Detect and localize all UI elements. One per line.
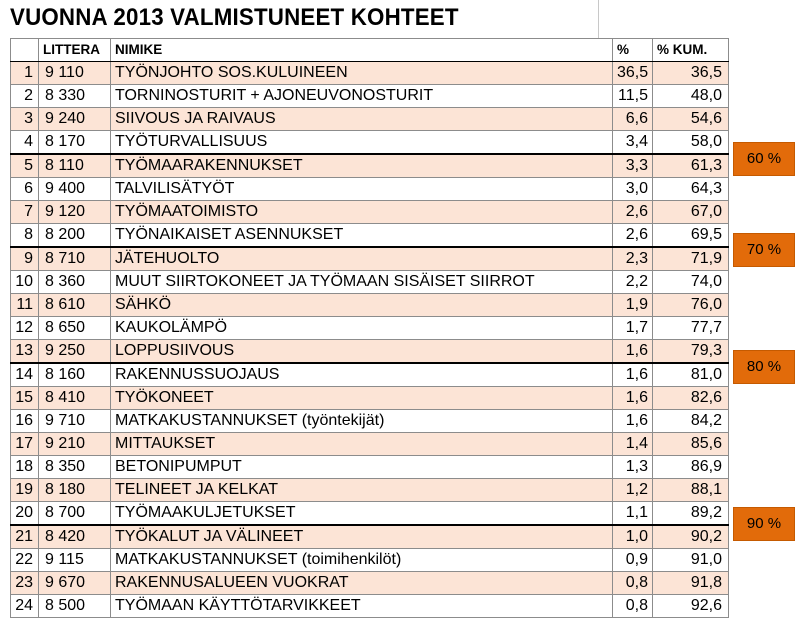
cell-nimike[interactable]: TYÖMAATOIMISTO	[111, 201, 613, 224]
cell-num[interactable]: 19	[11, 479, 39, 502]
cell-kum[interactable]: 48,0	[653, 85, 729, 108]
cell-kum[interactable]: 61,3	[653, 154, 729, 178]
cell-num[interactable]: 7	[11, 201, 39, 224]
cell-nimike[interactable]: RAKENNUSSUOJAUS	[111, 363, 613, 387]
cell-nimike[interactable]: MUUT SIIRTOKONEET JA TYÖMAAN SISÄISET SIIRROT	[111, 271, 613, 294]
cell-num[interactable]: 14	[11, 363, 39, 387]
cell-kum[interactable]: 86,9	[653, 456, 729, 479]
cell-littera[interactable]: 9 115	[39, 549, 111, 572]
cell-littera[interactable]: 8 710	[39, 247, 111, 271]
cell-num[interactable]: 6	[11, 178, 39, 201]
cell-kum[interactable]: 74,0	[653, 271, 729, 294]
cell-num[interactable]: 18	[11, 456, 39, 479]
cell-littera[interactable]: 9 240	[39, 108, 111, 131]
cell-nimike[interactable]: MITTAUKSET	[111, 433, 613, 456]
cell-num[interactable]: 5	[11, 154, 39, 178]
cell-pct[interactable]: 0,8	[613, 572, 653, 595]
table-row	[11, 85, 729, 108]
header-row	[11, 39, 729, 62]
cell-pct[interactable]: 0,9	[613, 549, 653, 572]
table-row	[11, 294, 729, 317]
cell-num[interactable]: 11	[11, 294, 39, 317]
header-num[interactable]	[11, 39, 39, 62]
cell-nimike[interactable]: TELINEET JA KELKAT	[111, 479, 613, 502]
cell-littera[interactable]: 8 200	[39, 224, 111, 248]
cell-num[interactable]: 16	[11, 410, 39, 433]
badge-60: 60 %	[733, 142, 795, 176]
cell-littera[interactable]: 8 420	[39, 525, 111, 549]
table-row	[11, 387, 729, 410]
cell-kum[interactable]: 76,0	[653, 294, 729, 317]
cell-nimike[interactable]: TYÖNJOHTO SOS.KULUINEEN	[111, 62, 613, 85]
cell-pct[interactable]: 3,0	[613, 178, 653, 201]
table-row	[11, 108, 729, 131]
cell-num[interactable]: 22	[11, 549, 39, 572]
cell-pct[interactable]: 36,5	[613, 62, 653, 85]
table-row	[11, 131, 729, 155]
cell-nimike[interactable]: RAKENNUSALUEEN VUOKRAT	[111, 572, 613, 595]
cell-pct[interactable]: 1,3	[613, 456, 653, 479]
cell-pct[interactable]: 2,2	[613, 271, 653, 294]
table-row	[11, 201, 729, 224]
cell-pct[interactable]: 2,3	[613, 247, 653, 271]
table-row	[11, 271, 729, 294]
cell-littera[interactable]: 9 110	[39, 62, 111, 85]
cell-littera[interactable]: 9 120	[39, 201, 111, 224]
badge-90: 90 %	[733, 507, 795, 541]
cell-kum[interactable]: 81,0	[653, 363, 729, 387]
cell-littera[interactable]: 9 710	[39, 410, 111, 433]
cell-nimike[interactable]: JÄTEHUOLTO	[111, 247, 613, 271]
table-row	[11, 572, 729, 595]
cell-kum[interactable]: 82,6	[653, 387, 729, 410]
cell-pct[interactable]: 1,4	[613, 433, 653, 456]
table-row	[11, 178, 729, 201]
table-row	[11, 224, 729, 248]
cell-num[interactable]: 15	[11, 387, 39, 410]
cell-littera[interactable]: 8 650	[39, 317, 111, 340]
cell-num[interactable]: 9	[11, 247, 39, 271]
cell-kum[interactable]: 71,9	[653, 247, 729, 271]
table-row	[11, 317, 729, 340]
cell-kum[interactable]: 88,1	[653, 479, 729, 502]
cell-nimike[interactable]: TYÖMAAN KÄYTTÖTARVIKKEET	[111, 595, 613, 618]
cost-table	[10, 38, 729, 618]
cell-nimike[interactable]: BETONIPUMPUT	[111, 456, 613, 479]
badge-70: 70 %	[733, 233, 795, 267]
cell-littera[interactable]: 8 410	[39, 387, 111, 410]
cell-nimike[interactable]: LOPPUSIIVOUS	[111, 340, 613, 364]
cell-kum[interactable]: 54,6	[653, 108, 729, 131]
cell-littera[interactable]: 8 180	[39, 479, 111, 502]
cell-nimike[interactable]: MATKAKUSTANNUKSET (työntekijät)	[111, 410, 613, 433]
table-row	[11, 456, 729, 479]
cell-kum[interactable]: 67,0	[653, 201, 729, 224]
cell-kum[interactable]: 92,6	[653, 595, 729, 618]
cell-littera[interactable]: 8 350	[39, 456, 111, 479]
cell-nimike[interactable]: TYÖMAAKULJETUKSET	[111, 502, 613, 526]
cell-pct[interactable]: 1,6	[613, 387, 653, 410]
cell-num[interactable]: 2	[11, 85, 39, 108]
table-row	[11, 154, 729, 178]
table-row	[11, 62, 729, 85]
table-row	[11, 247, 729, 271]
table-row	[11, 502, 729, 526]
cell-pct[interactable]: 1,2	[613, 479, 653, 502]
header-pct[interactable]: %	[613, 39, 653, 62]
cell-nimike[interactable]: TYÖKONEET	[111, 387, 613, 410]
cell-littera[interactable]: 8 110	[39, 154, 111, 178]
cell-kum[interactable]: 91,0	[653, 549, 729, 572]
cell-pct[interactable]: 11,5	[613, 85, 653, 108]
table-body	[11, 62, 729, 618]
cell-num[interactable]: 8	[11, 224, 39, 248]
table-row	[11, 410, 729, 433]
cell-littera[interactable]: 8 170	[39, 131, 111, 155]
badge-80: 80 %	[733, 350, 795, 384]
cell-pct[interactable]: 1,1	[613, 502, 653, 526]
cell-littera[interactable]: 8 700	[39, 502, 111, 526]
cell-nimike[interactable]: TYÖTURVALLISUUS	[111, 131, 613, 155]
cell-nimike[interactable]: TYÖNAIKAISET ASENNUKSET	[111, 224, 613, 248]
gridline	[598, 0, 599, 38]
cell-num[interactable]: 20	[11, 502, 39, 526]
cell-nimike[interactable]: TORNINOSTURIT + AJONEUVONOSTURIT	[111, 85, 613, 108]
cell-nimike[interactable]: KAUKOLÄMPÖ	[111, 317, 613, 340]
table-row	[11, 595, 729, 618]
cell-num[interactable]: 12	[11, 317, 39, 340]
cell-num[interactable]: 17	[11, 433, 39, 456]
cell-kum[interactable]: 64,3	[653, 178, 729, 201]
cell-nimike[interactable]: TYÖMAARAKENNUKSET	[111, 154, 613, 178]
cell-kum[interactable]: 79,3	[653, 340, 729, 364]
table-row	[11, 340, 729, 364]
cell-littera[interactable]: 9 210	[39, 433, 111, 456]
cell-littera[interactable]: 8 500	[39, 595, 111, 618]
table-row	[11, 433, 729, 456]
cell-num[interactable]: 10	[11, 271, 39, 294]
cell-num[interactable]: 24	[11, 595, 39, 618]
cell-kum[interactable]: 77,7	[653, 317, 729, 340]
cell-littera[interactable]: 8 160	[39, 363, 111, 387]
cell-nimike[interactable]: SÄHKÖ	[111, 294, 613, 317]
cell-littera[interactable]: 8 610	[39, 294, 111, 317]
cell-nimike[interactable]: MATKAKUSTANNUKSET (toimihenkilöt)	[111, 549, 613, 572]
cell-kum[interactable]: 85,6	[653, 433, 729, 456]
cell-kum[interactable]: 36,5	[653, 62, 729, 85]
cell-kum[interactable]: 84,2	[653, 410, 729, 433]
cell-pct[interactable]: 3,3	[613, 154, 653, 178]
cell-pct[interactable]: 1,6	[613, 410, 653, 433]
cell-littera[interactable]: 8 360	[39, 271, 111, 294]
cell-num[interactable]: 13	[11, 340, 39, 364]
cell-littera[interactable]: 9 670	[39, 572, 111, 595]
cell-pct[interactable]: 2,6	[613, 201, 653, 224]
cell-pct[interactable]: 2,6	[613, 224, 653, 248]
cell-kum[interactable]: 91,8	[653, 572, 729, 595]
cell-kum[interactable]: 69,5	[653, 224, 729, 248]
cell-pct[interactable]: 1,6	[613, 340, 653, 364]
header-littera[interactable]: LITTERA	[39, 39, 111, 62]
cell-num[interactable]: 21	[11, 525, 39, 549]
cell-num[interactable]: 1	[11, 62, 39, 85]
cell-pct[interactable]: 1,0	[613, 525, 653, 549]
cell-num[interactable]: 4	[11, 131, 39, 155]
cell-num[interactable]: 23	[11, 572, 39, 595]
table-row	[11, 363, 729, 387]
sheet-title: VUONNA 2013 VALMISTUNEET KOHTEET	[10, 4, 459, 31]
cell-pct[interactable]: 1,7	[613, 317, 653, 340]
cell-kum[interactable]: 58,0	[653, 131, 729, 155]
table-row	[11, 479, 729, 502]
cell-kum[interactable]: 89,2	[653, 502, 729, 526]
cell-nimike[interactable]: TALVILISÄTYÖT	[111, 178, 613, 201]
header-kum[interactable]: % KUM.	[653, 39, 729, 62]
cell-littera[interactable]: 9 400	[39, 178, 111, 201]
cell-kum[interactable]: 90,2	[653, 525, 729, 549]
cell-pct[interactable]: 3,4	[613, 131, 653, 155]
cell-pct[interactable]: 0,8	[613, 595, 653, 618]
header-nimike[interactable]: NIMIKE	[111, 39, 613, 62]
table-row	[11, 525, 729, 549]
cell-littera[interactable]: 8 330	[39, 85, 111, 108]
cell-littera[interactable]: 9 250	[39, 340, 111, 364]
cell-nimike[interactable]: TYÖKALUT JA VÄLINEET	[111, 525, 613, 549]
cell-num[interactable]: 3	[11, 108, 39, 131]
cell-pct[interactable]: 1,9	[613, 294, 653, 317]
cell-pct[interactable]: 1,6	[613, 363, 653, 387]
table-row	[11, 549, 729, 572]
cell-nimike[interactable]: SIIVOUS JA RAIVAUS	[111, 108, 613, 131]
cell-pct[interactable]: 6,6	[613, 108, 653, 131]
